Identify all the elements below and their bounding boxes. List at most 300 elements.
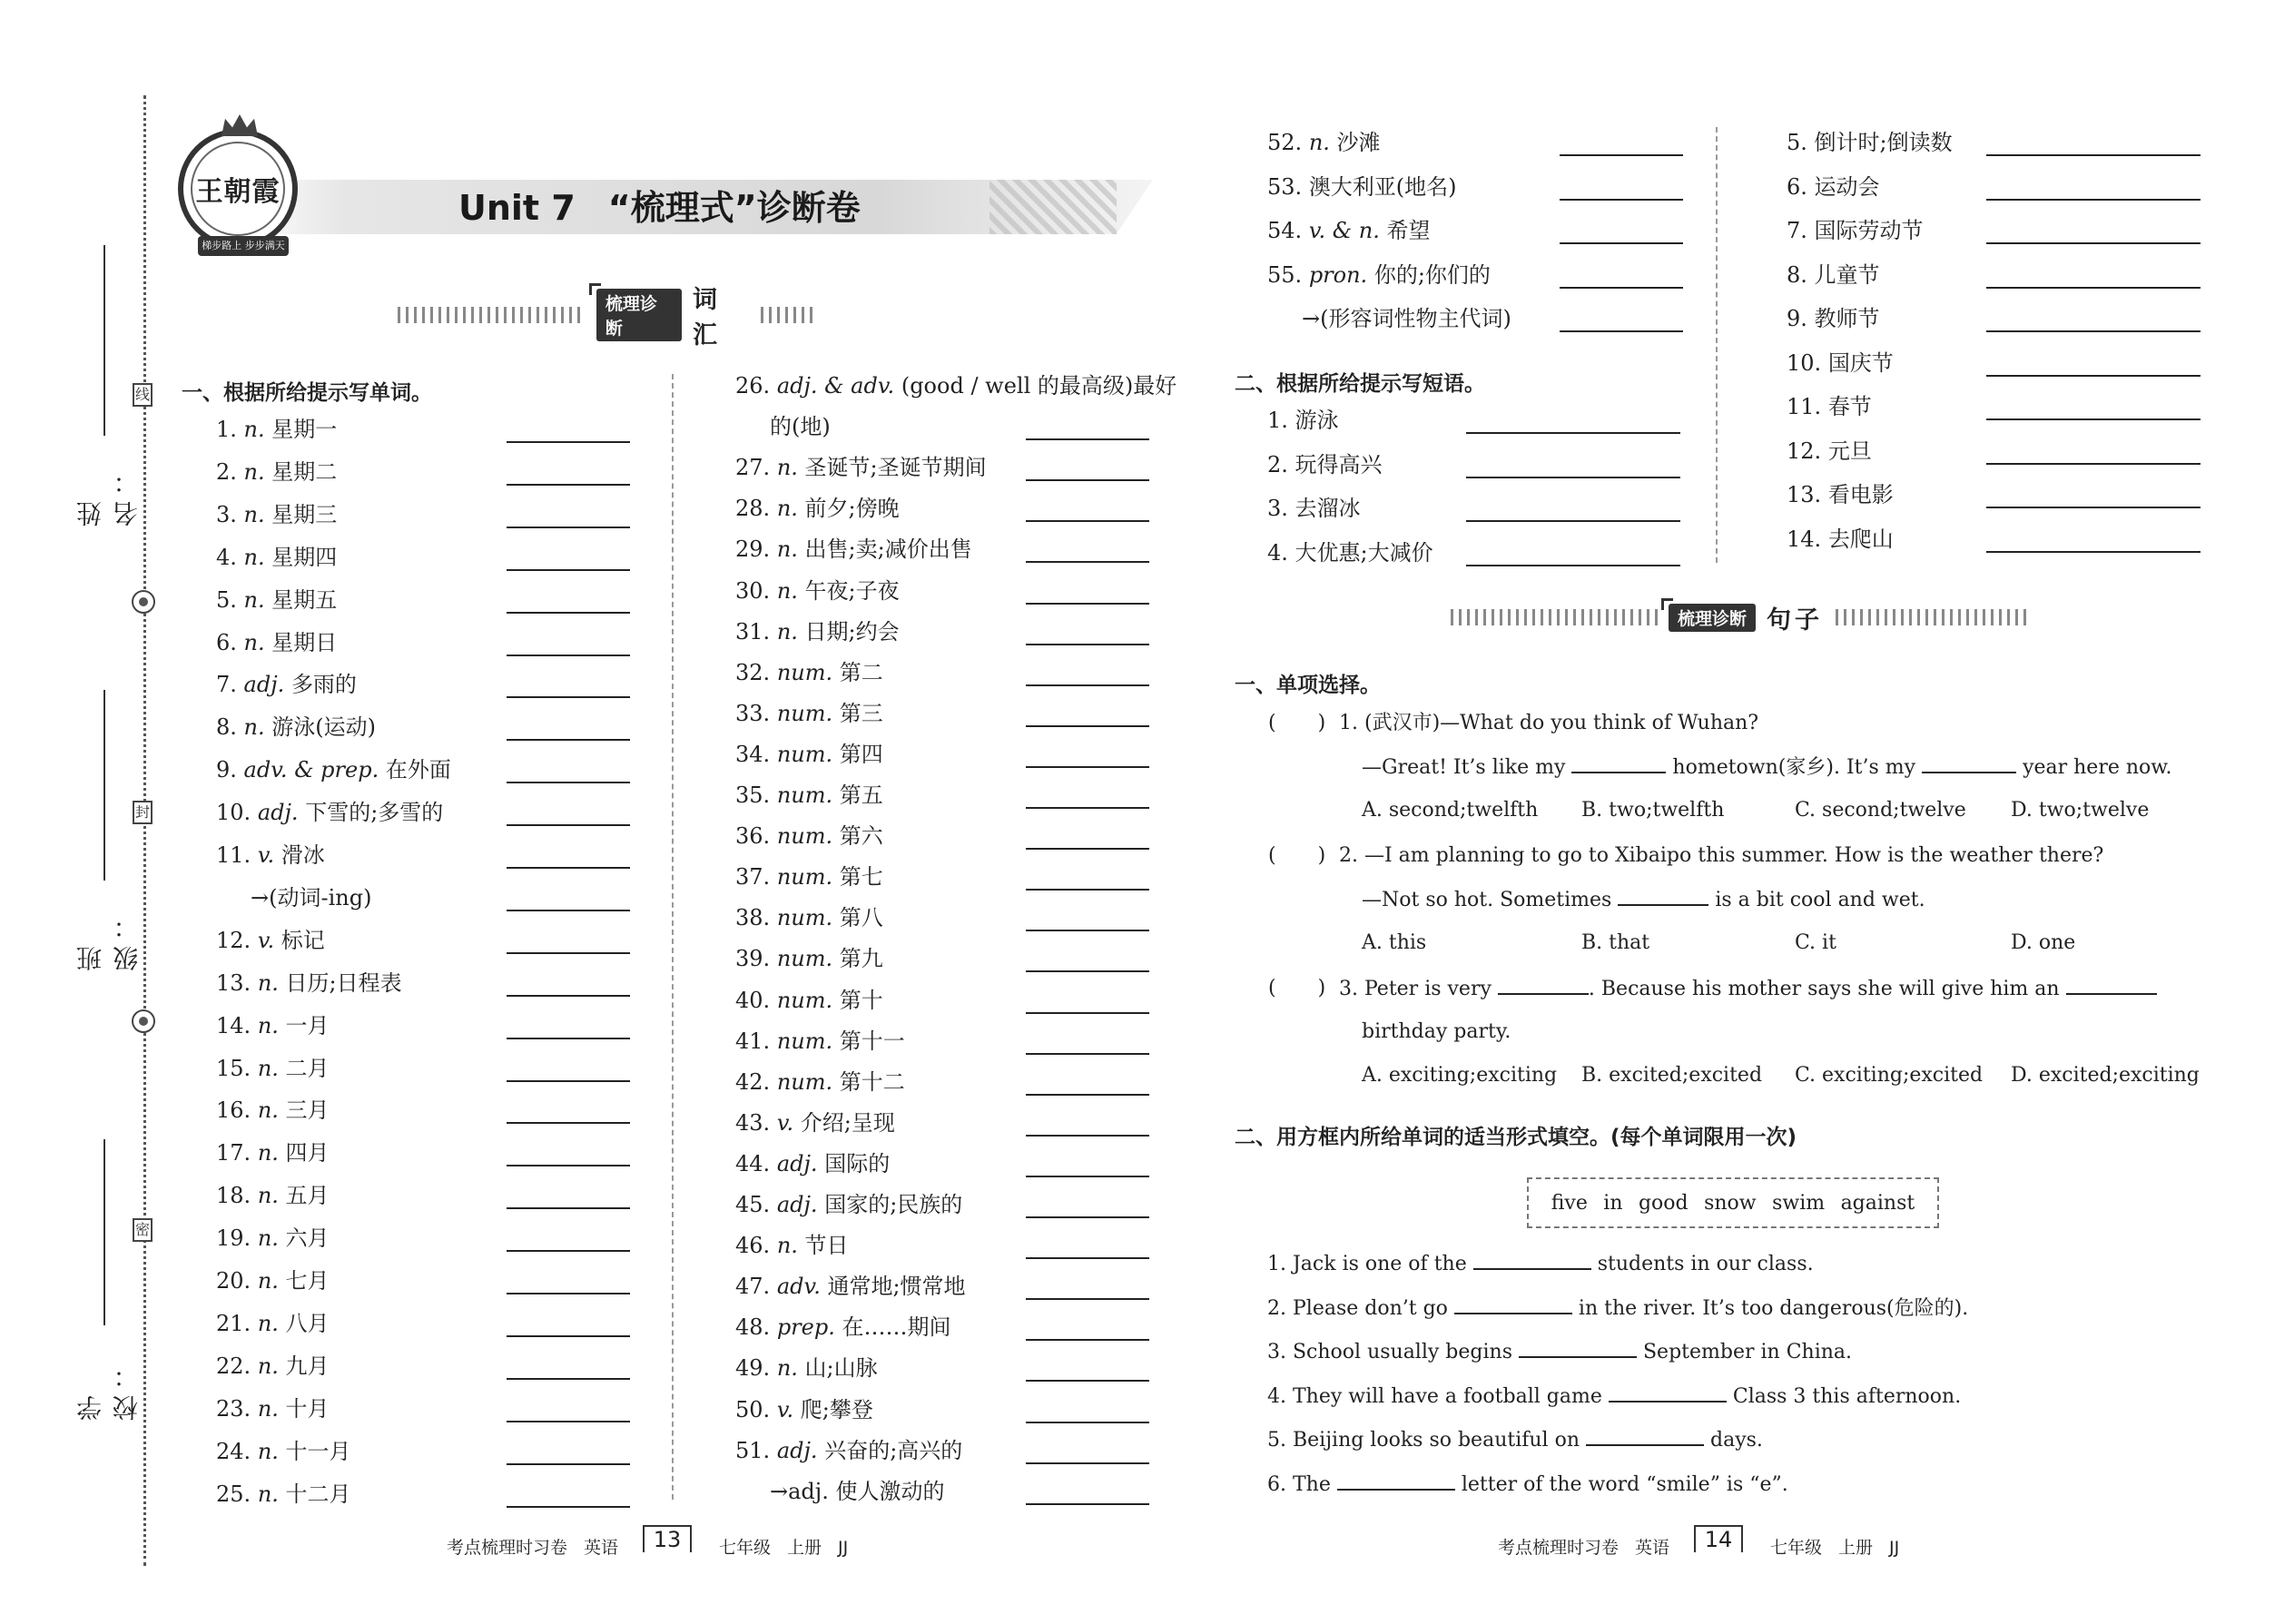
item-number: 31. — [735, 618, 771, 645]
item-hint: 前夕;傍晚 — [804, 496, 900, 522]
part-of-speech: v. — [776, 1396, 794, 1422]
blank[interactable] — [1618, 886, 1708, 906]
footer-left-grade: 七年级 上册 JJ — [719, 1538, 849, 1558]
word-item — [216, 416, 337, 443]
answer-blank[interactable] — [1026, 766, 1149, 768]
option-b[interactable]: B. excited;excited — [1581, 1064, 1763, 1087]
answer-blank[interactable] — [1026, 1135, 1149, 1137]
word-item — [216, 458, 337, 486]
answer-blank[interactable] — [507, 1122, 630, 1124]
answer-blank[interactable] — [1560, 330, 1683, 332]
item-hint: 澳大利亚(地名) — [1308, 173, 1457, 200]
word-item — [735, 372, 1177, 399]
part-of-speech: n. — [243, 417, 265, 442]
answer-blank[interactable] — [507, 441, 630, 443]
blank[interactable] — [1498, 975, 1589, 995]
answer-paren-1[interactable]: ( ) — [1268, 712, 1326, 734]
item-hint: 四月 — [285, 1140, 330, 1166]
word-item — [1787, 481, 1894, 508]
answer-blank[interactable] — [1986, 154, 2200, 156]
option-d[interactable]: D. excited;exciting — [2011, 1064, 2200, 1087]
item-hint: 滑冰 — [281, 842, 325, 868]
word-item — [735, 495, 900, 522]
word-item — [1267, 173, 1457, 201]
answer-blank[interactable] — [1560, 154, 1683, 156]
word-item — [735, 822, 883, 850]
part-of-speech: n. — [776, 1355, 798, 1382]
item-number: 12. — [1787, 438, 1822, 464]
item-hint: 第七 — [839, 864, 883, 891]
answer-blank[interactable] — [507, 1335, 630, 1337]
part-of-speech: n. — [243, 714, 265, 741]
item-number: 28. — [735, 496, 771, 522]
answer-blank[interactable] — [507, 655, 630, 656]
word-item — [216, 842, 325, 869]
name-field[interactable] — [73, 245, 142, 527]
answer-blank[interactable] — [1026, 807, 1149, 809]
part-of-speech: n. — [243, 501, 265, 527]
option-a[interactable]: A. second;twelfth — [1362, 799, 1539, 822]
word-item — [735, 904, 883, 931]
answer-blank[interactable] — [507, 1421, 630, 1422]
question-3-line2: birthday party. — [1362, 1020, 1511, 1043]
item-hint: 国家的;民族的 — [824, 1192, 963, 1217]
answer-blank[interactable] — [1986, 507, 2200, 508]
part-of-speech: num. — [776, 782, 833, 808]
item-hint: 介绍;呈现 — [800, 1109, 895, 1136]
item-number: 22. — [216, 1353, 251, 1379]
name-line[interactable] — [103, 245, 105, 436]
word-item — [735, 454, 987, 481]
blank[interactable] — [1571, 753, 1666, 773]
answer-blank[interactable] — [1986, 463, 2200, 465]
question-1-line2: —Great! It’s like my hometown(家乡). It’s my year here now. — [1362, 753, 2171, 781]
item-hint: 第五 — [839, 782, 883, 808]
answer-blank[interactable] — [507, 1165, 630, 1166]
answer-blank[interactable] — [1986, 375, 2200, 377]
question-1-stem: 1. (武汉市)—What do you think of Wuhan? — [1339, 712, 1759, 734]
part-of-speech: num. — [776, 946, 833, 972]
word-item — [1302, 305, 1511, 332]
item-number: 35. — [735, 782, 771, 808]
part-of-speech: n. — [257, 1140, 279, 1166]
answer-blank[interactable] — [1026, 1012, 1149, 1014]
item-number: 13. — [1787, 482, 1822, 507]
part-of-speech: n. — [257, 1183, 279, 1209]
word-item — [735, 782, 883, 809]
part-of-speech: num. — [776, 741, 833, 767]
answer-blank[interactable] — [1026, 684, 1149, 686]
word-item — [1267, 261, 1491, 289]
word-item — [216, 1139, 330, 1166]
word-item — [735, 1150, 890, 1177]
footer-right: 考点梳理时习卷 英语 — [1498, 1538, 1670, 1558]
answer-blank[interactable] — [1466, 520, 1680, 522]
item-hint: 游泳 — [1295, 408, 1339, 433]
item-number: 3. — [1267, 496, 1288, 521]
answer-blank[interactable] — [1026, 644, 1149, 645]
class-label: 班级： — [75, 906, 142, 971]
word-item — [216, 1097, 330, 1124]
option-c[interactable]: C. second;twelve — [1795, 799, 1966, 822]
column-divider-2 — [1716, 127, 1718, 563]
blank[interactable] — [1922, 753, 2016, 773]
part-of-speech: n. — [257, 1353, 279, 1379]
item-hint: →adj. 使人激动的 — [770, 1478, 945, 1504]
item-hint: 玩得高兴 — [1295, 451, 1383, 477]
word-item — [735, 1028, 905, 1055]
item-number: 49. — [735, 1355, 771, 1382]
section-ticks-left — [398, 307, 586, 323]
answer-blank[interactable] — [1560, 242, 1683, 244]
word-item — [1787, 217, 1924, 244]
item-number: 10. — [216, 800, 251, 826]
word-item — [735, 577, 900, 605]
item-number: 44. — [735, 1150, 771, 1176]
logo-text: 王朝霞 — [191, 142, 285, 236]
answer-blank[interactable] — [1026, 1339, 1149, 1341]
answer-blank[interactable] — [507, 995, 630, 997]
item-number: 6. — [1787, 173, 1807, 200]
answer-blank[interactable] — [1026, 438, 1149, 440]
question-2-line2: —Not so hot. Sometimes is a bit cool and wet. — [1362, 886, 1925, 913]
part-of-speech: adj. — [257, 800, 299, 826]
answer-blank[interactable] — [1026, 1216, 1149, 1218]
answer-blank[interactable] — [507, 696, 630, 698]
item-number: 18. — [216, 1183, 251, 1209]
item-number: 10. — [1787, 349, 1822, 376]
item-number: 47. — [735, 1274, 771, 1300]
item-hint: 去爬山 — [1827, 526, 1894, 552]
part-of-speech: n. — [243, 629, 265, 655]
part-of-speech: adj. — [776, 1192, 818, 1217]
word-item — [735, 987, 883, 1014]
answer-blank[interactable] — [1026, 603, 1149, 605]
item-hint: 元旦 — [1827, 438, 1872, 464]
word-item — [216, 544, 337, 571]
item-number: 8. — [1787, 261, 1807, 288]
answer-paren-3[interactable]: ( ) — [1268, 977, 1326, 999]
item-hint: 在外面 — [385, 757, 451, 783]
answer-blank[interactable] — [1986, 418, 2200, 420]
item-hint: 十二月 — [285, 1481, 351, 1507]
option-a[interactable]: A. this — [1362, 931, 1427, 954]
class-field[interactable] — [73, 690, 142, 971]
part-of-speech: pron. — [1308, 261, 1368, 288]
answer-paren-2[interactable]: ( ) — [1268, 844, 1326, 867]
answer-blank[interactable] — [507, 1080, 630, 1082]
item-number: 36. — [735, 823, 771, 850]
item-hint: 山;山脉 — [804, 1355, 878, 1382]
word-item — [216, 1182, 330, 1209]
item-hint: 第三 — [839, 700, 883, 726]
item-hint: 春节 — [1827, 394, 1872, 419]
item-hint: 星期一 — [271, 417, 338, 442]
answer-blank[interactable] — [1337, 1471, 1455, 1491]
answer-blank[interactable] — [507, 484, 630, 486]
part-of-speech: n. — [257, 1395, 279, 1422]
item-number: 32. — [735, 659, 771, 685]
item-number: 16. — [216, 1097, 251, 1124]
word-item — [735, 659, 883, 686]
item-number: 55. — [1267, 261, 1303, 288]
word-item — [251, 884, 371, 911]
answer-blank[interactable] — [1466, 565, 1680, 566]
word-item — [1267, 407, 1339, 434]
item-number: 40. — [735, 987, 771, 1013]
answer-blank[interactable] — [1586, 1426, 1704, 1446]
option-b[interactable]: B. two;twelfth — [1581, 799, 1725, 822]
option-d[interactable]: D. two;twelve — [2011, 799, 2150, 822]
answer-blank[interactable] — [1519, 1338, 1637, 1358]
word-item — [1267, 495, 1361, 522]
option-d[interactable]: D. one — [2011, 931, 2076, 954]
word-item — [735, 1396, 873, 1423]
option-c[interactable]: C. exciting;excited — [1795, 1064, 1984, 1087]
item-hint: (good / well 的最高级)最好 — [901, 373, 1177, 399]
item-hint: 标记 — [281, 927, 325, 953]
answer-blank[interactable] — [507, 1038, 630, 1039]
answer-blank[interactable] — [1560, 199, 1683, 201]
word-item — [735, 1191, 962, 1218]
word-item — [216, 586, 337, 614]
part-of-speech: v. & n. — [1308, 218, 1380, 243]
word-box-item: swim — [1772, 1191, 1826, 1215]
fill-title: 二、用方框内所给单词的适当形式填空。(每个单词限用一次) — [1235, 1126, 1797, 1149]
part1-title: 一、根据所给提示写单词。 — [182, 381, 432, 405]
answer-blank[interactable] — [1986, 330, 2200, 332]
item-hint: 第二 — [839, 659, 883, 685]
item-hint: 十月 — [285, 1395, 330, 1422]
item-hint: 七月 — [285, 1268, 330, 1294]
word-item — [735, 1068, 905, 1096]
item-hint: 儿童节 — [1814, 261, 1880, 288]
answer-blank[interactable] — [507, 867, 630, 869]
answer-blank[interactable] — [1986, 287, 2200, 289]
answer-blank[interactable] — [507, 1463, 630, 1465]
answer-blank[interactable] — [507, 569, 630, 571]
item-number: 37. — [735, 864, 771, 891]
word-item — [216, 1055, 330, 1082]
item-number: 51. — [735, 1437, 771, 1463]
word-box-item: in — [1603, 1191, 1623, 1215]
item-number: 19. — [216, 1225, 251, 1252]
item-number: 26. — [735, 373, 771, 399]
part-of-speech: num. — [776, 1028, 833, 1054]
word-item — [1787, 173, 1880, 201]
answer-blank[interactable] — [507, 782, 630, 783]
item-number: 15. — [216, 1055, 251, 1081]
part-of-speech: prep. — [776, 1314, 835, 1341]
answer-blank[interactable] — [1466, 477, 1680, 478]
answer-blank[interactable] — [507, 1250, 630, 1252]
answer-blank[interactable] — [507, 1293, 630, 1294]
item-hint: 多雨的 — [290, 672, 357, 698]
fill-item: 2. Please don’t go in the river. It’s too dangerous(危险的). — [1267, 1294, 1968, 1322]
word-item — [735, 618, 900, 645]
word-item — [216, 1395, 330, 1422]
footer-right-grade: 七年级 上册 JJ — [1770, 1538, 1900, 1558]
name-label: 姓名： — [75, 461, 142, 527]
item-number: 7. — [216, 672, 237, 698]
item-number: 20. — [216, 1268, 251, 1294]
footer-left: 考点梳理时习卷 英语 — [447, 1538, 619, 1558]
item-number: 13. — [216, 969, 251, 996]
answer-blank[interactable] — [1473, 1250, 1591, 1270]
item-hint: 第九 — [839, 946, 883, 972]
answer-blank[interactable] — [1454, 1294, 1572, 1314]
item-hint: 看电影 — [1827, 482, 1894, 507]
answer-blank[interactable] — [507, 739, 630, 741]
item-number: 2. — [216, 458, 237, 485]
title-text: “梳理式”诊断卷 — [607, 188, 861, 228]
answer-blank[interactable] — [1026, 970, 1149, 972]
school-line[interactable] — [103, 1139, 105, 1325]
answer-blank[interactable] — [507, 824, 630, 826]
sentence-section-header — [1451, 604, 2122, 635]
binding-mark-feng: 封 — [133, 801, 153, 824]
page-number-right: 14 — [1694, 1525, 1743, 1552]
answer-blank[interactable] — [1026, 1422, 1149, 1423]
item-number: 45. — [735, 1192, 771, 1217]
answer-blank[interactable] — [507, 1378, 630, 1380]
answer-blank[interactable] — [1026, 1257, 1149, 1259]
item-hint: 出售;卖;减价出售 — [804, 536, 972, 563]
answer-blank[interactable] — [507, 527, 630, 528]
answer-blank[interactable] — [1026, 1176, 1149, 1177]
item-number: 33. — [735, 700, 771, 726]
part-of-speech: n. — [776, 618, 798, 645]
part-of-speech: num. — [776, 823, 833, 850]
item-hint: 星期日 — [271, 629, 338, 655]
school-field[interactable] — [73, 1139, 142, 1421]
part-of-speech: n. — [257, 1438, 279, 1464]
unit-label: Unit 7 — [458, 188, 576, 228]
word-item — [770, 413, 831, 440]
word-item — [216, 1012, 330, 1039]
item-number: 25. — [216, 1481, 251, 1507]
answer-blank[interactable] — [1026, 889, 1149, 891]
word-box-item: good — [1638, 1191, 1689, 1215]
item-hint: 希望 — [1386, 218, 1431, 243]
item-hint: 国庆节 — [1827, 349, 1894, 376]
item-hint: 去溜冰 — [1295, 496, 1361, 521]
answer-blank[interactable] — [1986, 199, 2200, 201]
answer-blank[interactable] — [1986, 551, 2200, 553]
item-hint: 的(地) — [770, 414, 831, 440]
answer-blank[interactable] — [507, 1506, 630, 1508]
answer-blank[interactable] — [1026, 1503, 1149, 1505]
part-of-speech: adj. — [776, 1437, 818, 1463]
item-number: 23. — [216, 1395, 251, 1422]
word-item — [735, 863, 883, 891]
word-item — [216, 501, 337, 528]
part-of-speech: num. — [776, 700, 833, 726]
item-number: 14. — [1787, 526, 1822, 552]
answer-blank[interactable] — [1026, 479, 1149, 481]
answer-blank[interactable] — [507, 1207, 630, 1209]
word-item — [216, 927, 325, 954]
answer-blank[interactable] — [507, 910, 630, 911]
part-of-speech: adj. & adv. — [776, 373, 895, 399]
item-hint: →(形容词性物主代词) — [1302, 306, 1511, 331]
section-ticks-right — [1836, 609, 2026, 625]
item-hint: 星期四 — [271, 544, 338, 570]
item-number: 14. — [216, 1012, 251, 1038]
answer-blank[interactable] — [1026, 561, 1149, 563]
item-hint: 午夜;子夜 — [804, 577, 900, 604]
choice-title: 一、单项选择。 — [1235, 674, 1381, 697]
item-hint: 九月 — [285, 1353, 330, 1379]
question-2-stem: 2. —I am planning to go to Xibaipo this summer. How is the weather there? — [1339, 844, 2104, 867]
answer-blank[interactable] — [507, 612, 630, 614]
answer-blank[interactable] — [1026, 1094, 1149, 1096]
word-item — [216, 1310, 330, 1337]
page-number-left: 13 — [643, 1525, 692, 1552]
option-b[interactable]: B. that — [1581, 931, 1650, 954]
word-item — [1787, 129, 1953, 156]
item-hint: 在……期间 — [842, 1314, 951, 1341]
answer-blank[interactable] — [1609, 1383, 1727, 1403]
item-number: 9. — [216, 757, 237, 783]
item-number: 34. — [735, 741, 771, 767]
answer-blank[interactable] — [1560, 287, 1683, 289]
item-hint: 二月 — [285, 1055, 330, 1081]
word-item — [735, 1437, 962, 1464]
answer-blank[interactable] — [1026, 1462, 1149, 1464]
item-hint: 第十二 — [839, 1068, 905, 1095]
word-item — [216, 1225, 330, 1252]
section-ticks-right — [761, 307, 816, 323]
part-of-speech: num. — [776, 659, 833, 685]
word-item — [735, 536, 972, 563]
item-number: 11. — [216, 842, 251, 868]
part-of-speech: n. — [776, 536, 798, 563]
item-number: 48. — [735, 1314, 771, 1341]
answer-blank[interactable] — [1026, 848, 1149, 850]
option-a[interactable]: A. exciting;exciting — [1362, 1064, 1558, 1087]
option-c[interactable]: C. it — [1795, 931, 1836, 954]
answer-blank[interactable] — [1026, 725, 1149, 727]
answer-blank[interactable] — [507, 952, 630, 954]
word-item — [216, 671, 357, 698]
class-line[interactable] — [103, 690, 105, 881]
blank[interactable] — [2066, 975, 2157, 995]
answer-blank[interactable] — [1466, 432, 1680, 434]
item-number: 17. — [216, 1140, 251, 1166]
word-item — [735, 700, 883, 727]
word-item — [1787, 305, 1880, 332]
answer-blank[interactable] — [1026, 1380, 1149, 1382]
answer-blank[interactable] — [1026, 930, 1149, 931]
item-hint: 节日 — [804, 1233, 849, 1259]
school-label: 学校： — [75, 1355, 142, 1421]
part-of-speech: n. — [257, 1055, 279, 1081]
answer-blank[interactable] — [1986, 242, 2200, 244]
item-hint: 第十一 — [839, 1028, 905, 1054]
answer-blank[interactable] — [1026, 1053, 1149, 1055]
binding-hole-2 — [132, 1009, 155, 1033]
publisher-logo — [178, 129, 298, 249]
item-number: 42. — [735, 1068, 771, 1095]
answer-blank[interactable] — [1026, 520, 1149, 522]
part-of-speech: adv. — [776, 1274, 821, 1300]
item-number: 38. — [735, 905, 771, 931]
word-box-item: against — [1840, 1191, 1915, 1215]
fill-item: 6. The letter of the word “smile” is “e”. — [1267, 1471, 1788, 1498]
answer-blank[interactable] — [1026, 1298, 1149, 1300]
fill-item: 5. Beijing looks so beautiful on days. — [1267, 1426, 1763, 1453]
